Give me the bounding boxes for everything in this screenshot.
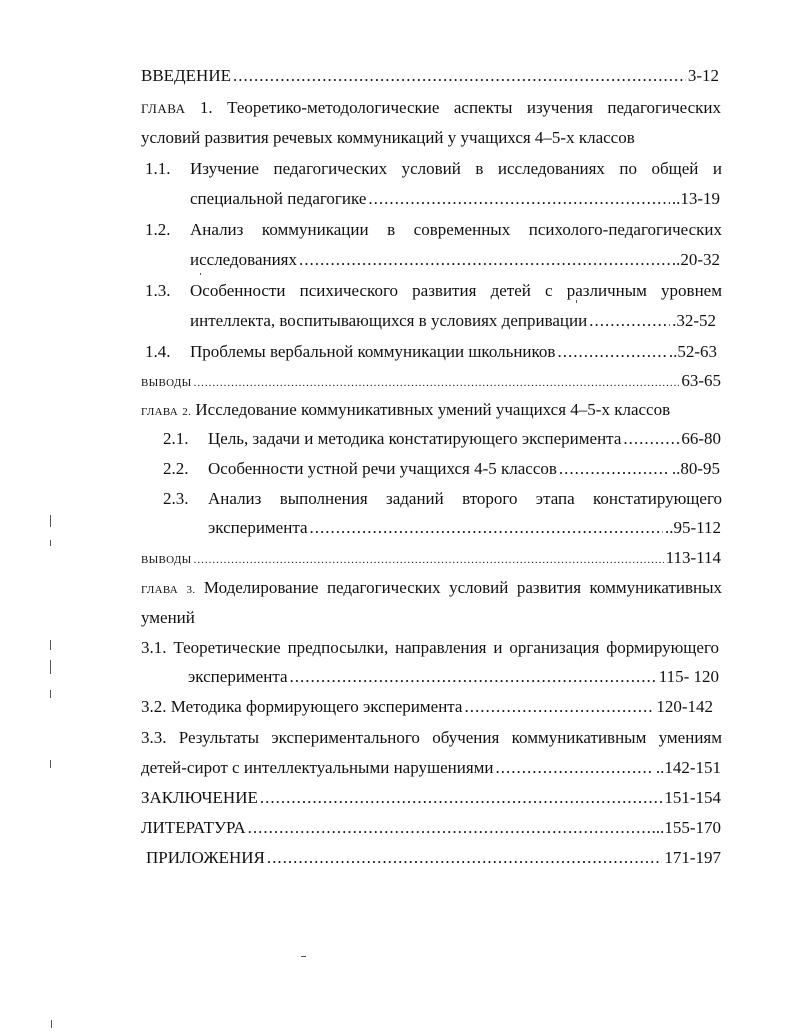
leader-dots: [589, 310, 670, 332]
section-1-3-line1: Особенности психического развития детей с различным уровнем: [190, 281, 722, 300]
section-3-1-line2: [188, 666, 719, 688]
section-1-1-line2: [190, 188, 720, 210]
chapter2-prefix: ГЛАВА: [141, 406, 179, 418]
leader-dots: [233, 65, 686, 87]
toc-literature-label: ЛИТЕРАТУРА: [141, 818, 246, 837]
toc-intro: [141, 65, 719, 87]
leader-dots: [248, 817, 650, 839]
chapter3-prefix: ГЛАВА: [141, 584, 179, 596]
chapter1-title-line1: Теоретико-методологические аспекты изучения педагогических: [227, 98, 722, 117]
section-2-1-title: Цель, задачи и методика констатирующего эксперимента: [208, 429, 622, 448]
section-3-3-pages: ..142-151: [655, 758, 721, 777]
chapter2-number: 2.: [182, 406, 192, 418]
chapter3-title-line1: Моделирование педагогических условий развития коммуникативных: [203, 578, 723, 597]
section-3-3-line2: [141, 757, 721, 779]
section-2-3-number: 2.3.: [163, 489, 189, 508]
section-2-2-number: 2.2.: [163, 459, 189, 478]
chapter1-conclusions-label: ВЫВОДЫ: [141, 377, 192, 389]
section-1-1-line1: Изучение педагогических условий в исследованиях по общей и: [190, 159, 722, 178]
leader-dots: [559, 458, 670, 480]
leader-dots: [557, 341, 666, 363]
leader-dots: [623, 428, 679, 450]
chapter2-conclusions: [141, 547, 721, 571]
section-2-1-number: 2.1.: [163, 429, 189, 448]
scan-speck: [301, 956, 306, 957]
section-1-1-title: специальной педагогике: [190, 189, 367, 208]
chapter3-number: 3.: [186, 584, 196, 596]
chapter3-title-line2: умений: [141, 608, 195, 627]
chapter1-number: 1.: [199, 98, 213, 117]
chapter2-conclusions-pages: 113-114: [665, 548, 721, 567]
section-1-4-pages: ..52-63: [668, 342, 717, 361]
leader-dots: [310, 517, 663, 539]
leader-dots: [496, 757, 654, 779]
leader-dots: [368, 188, 669, 210]
leader-dots: [194, 372, 680, 394]
leader-dots: [267, 847, 662, 869]
toc-conclusion-label: ЗАКЛЮЧЕНИЕ: [141, 788, 258, 807]
section-3-2-pages: 120-142: [656, 697, 713, 716]
section-1-4-line1: [190, 341, 717, 363]
section-1-4-number: 1.4.: [145, 342, 171, 361]
chapter1-prefix: ГЛАВА: [141, 101, 186, 116]
leader-dots: [260, 787, 662, 809]
scan-speck: [50, 660, 51, 674]
chapter1-title-line2: условий развития речевых коммуникаций у учащихся 4–5-х классов: [141, 128, 635, 147]
chapter1-conclusions: [141, 370, 721, 394]
scan-speck: [50, 540, 51, 546]
scan-speck: [50, 640, 51, 650]
section-2-3-line2: [208, 517, 721, 539]
toc-conclusion-pages: 151-154: [664, 788, 721, 807]
section-1-3-title: интеллекта, воспитывающихся в условиях депривации: [190, 311, 588, 330]
section-3-1-line1: 3.1. Теоретические предпосылки, направления и организация формирующего: [141, 638, 719, 657]
section-1-2-pages: ..20-32: [671, 250, 720, 269]
section-1-3-line2: [190, 310, 716, 332]
section-2-2-pages: ..80-95: [671, 459, 720, 478]
section-2-1-line1: [208, 428, 721, 450]
section-3-1-title: эксперимента: [188, 667, 288, 686]
leader-dots: [194, 549, 664, 571]
scan-speck: [51, 1020, 52, 1028]
section-1-4-title: Проблемы вербальной коммуникации школьников: [190, 342, 556, 361]
section-1-3-pages: .32-52: [672, 311, 716, 330]
toc-literature: [141, 817, 721, 839]
section-3-3-title: детей-сирот с интеллектуальными нарушениями: [141, 758, 494, 777]
section-1-2-title: исследованиях: [190, 250, 298, 269]
section-2-2-line1: [208, 458, 720, 480]
section-1-2-line1: Анализ коммуникации в современных психолого-педагогических: [190, 220, 722, 239]
scan-speck: [50, 515, 51, 527]
section-1-3-number: 1.3.: [145, 281, 171, 300]
section-3-1-pages: 115- 120: [658, 667, 719, 686]
chapter2-title: Исследование коммуникативных умений учащихся 4–5-х классов: [195, 400, 671, 419]
toc-literature-pages: ...155-170: [651, 818, 721, 837]
section-2-3-title: эксперимента: [208, 518, 308, 537]
section-3-3-line1: 3.3. Результаты экспериментального обучения коммуникативным умениям: [141, 728, 722, 747]
leader-dots: [464, 696, 654, 718]
toc-appendix-pages: 171-197: [664, 848, 721, 867]
scan-speck: [50, 690, 51, 698]
section-1-1-pages: ..13-19: [671, 189, 720, 208]
toc-intro-label: ВВЕДЕНИЕ: [141, 66, 231, 85]
toc-appendix-label: ПРИЛОЖЕНИЯ: [146, 848, 265, 867]
scan-speck: [576, 300, 577, 303]
section-3-2-title: 3.2. Методика формирующего эксперимента: [141, 697, 463, 716]
chapter2-conclusions-label: ВЫВОДЫ: [141, 554, 192, 566]
scan-speck: [50, 760, 51, 768]
chapter1-conclusions-pages: 63-65: [681, 371, 721, 390]
scan-speck: [200, 273, 201, 275]
section-2-3-line1: Анализ выполнения заданий второго этапа констатирующего: [208, 489, 722, 508]
leader-dots: [290, 666, 657, 688]
chapter3-heading: [141, 577, 722, 601]
leader-dots: [299, 249, 670, 271]
section-1-2-line2: [190, 249, 720, 271]
toc-intro-pages: 3-12: [687, 66, 719, 85]
toc-appendix: [146, 847, 721, 869]
section-2-3-pages: ..95-112: [664, 518, 721, 537]
section-1-1-number: 1.1.: [145, 159, 171, 178]
chapter1-heading: [141, 97, 721, 120]
toc-conclusion: [141, 787, 721, 809]
section-2-2-title: Особенности устной речи учащихся 4-5 классов: [208, 459, 557, 478]
section-1-2-number: 1.2.: [145, 220, 171, 239]
section-3-2-line1: [141, 696, 713, 718]
section-2-1-pages: 66-80: [681, 429, 721, 448]
chapter2-heading: [141, 399, 670, 423]
